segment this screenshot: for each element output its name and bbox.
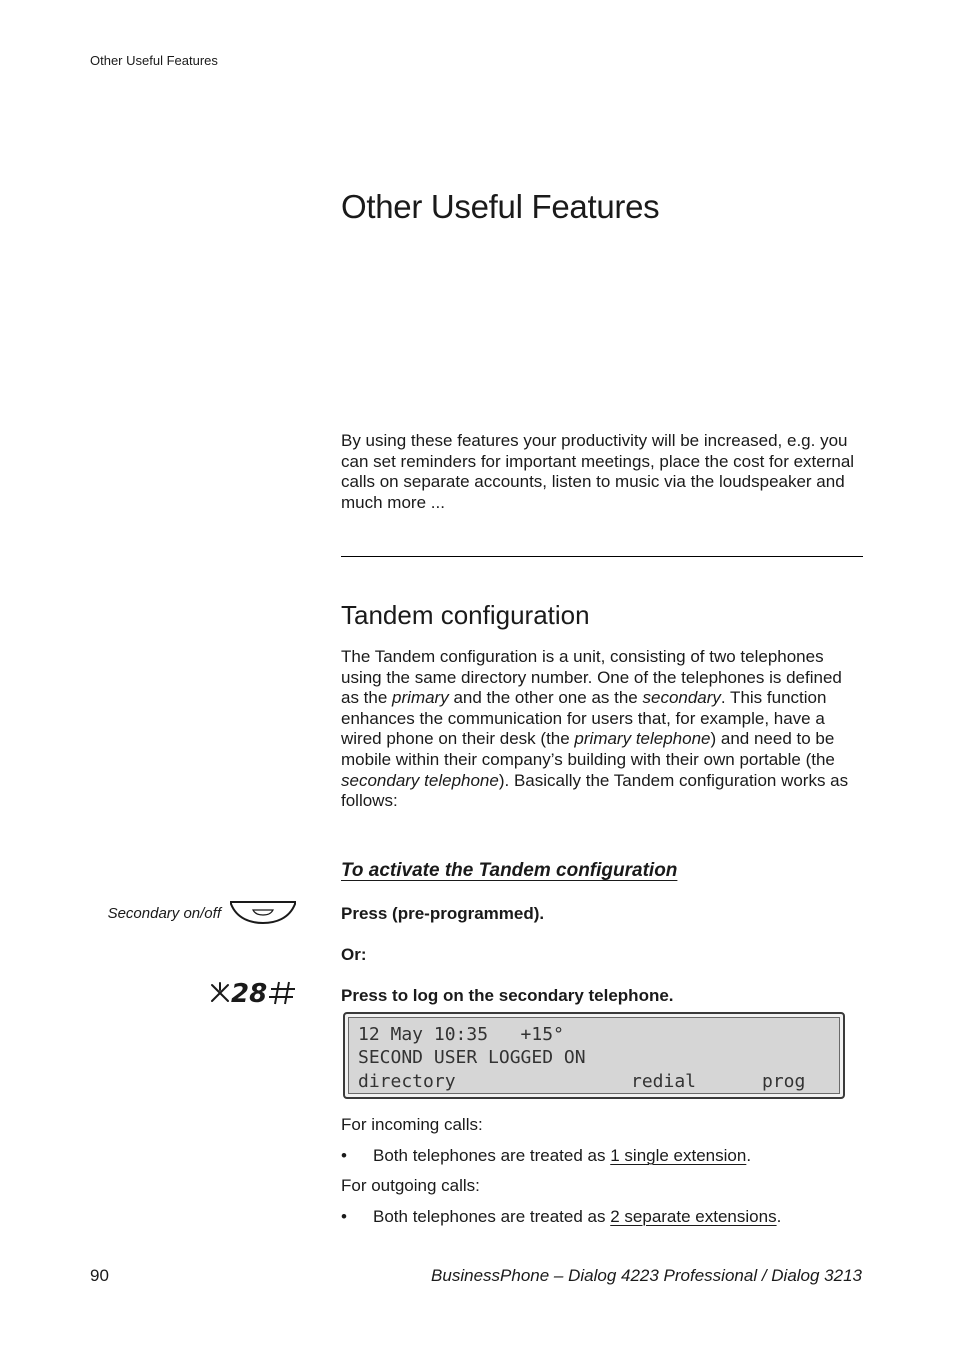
bullet-marker: •: [341, 1207, 347, 1226]
section-divider: [341, 556, 863, 557]
outgoing-calls-label: For outgoing calls:: [341, 1176, 480, 1195]
bullet-marker: •: [341, 1146, 347, 1165]
display-line-2: SECOND USER LOGGED ON: [358, 1047, 586, 1068]
separate-extensions-term: 2 separate extensions: [610, 1207, 777, 1226]
procedure-heading-text: To activate the Tandem configuration: [341, 860, 678, 881]
display-line-1: 12 May 10:35 +15°: [358, 1024, 564, 1045]
body-text-segment: ) and need to be mobile within their company’s building with their own portable (the: [341, 729, 835, 769]
chapter-intro: By using these features your productivity will be increased, e.g. you can set reminders for important meetings, place the cost for external calls on separate accounts, listen to music via the loudspeaker and much more ...: [341, 431, 855, 512]
star-28-hash-code-icon: [209, 978, 299, 1008]
term-primary: primary: [392, 688, 449, 708]
footer-title: BusinessPhone – Dialog 4223 Professional / Dialog 3213: [431, 1266, 862, 1285]
step-log-on: Press to log on the secondary telephone.: [341, 986, 674, 1005]
svg-text:28: 28: [231, 979, 268, 1008]
bullet-suffix: .: [776, 1207, 782, 1226]
bullet-text: [373, 1207, 781, 1227]
section-body: [341, 647, 863, 812]
phone-display: [343, 1012, 845, 1099]
term-secondary: secondary: [642, 688, 721, 708]
body-text-segment: ). Basically the Tandem configuration works as follows:: [341, 770, 849, 811]
programmable-key-icon: [229, 899, 297, 925]
or-label: Or:: [341, 945, 367, 964]
term-secondary-telephone: secondary telephone: [341, 770, 499, 790]
softkey-redial[interactable]: redial: [631, 1071, 697, 1092]
procedure-heading: [341, 860, 677, 882]
body-text-segment: The Tandem configuration is a unit, consisting of two telephones using the same directory number. One of the telephones is defined as the: [341, 647, 842, 708]
bullet-prefix: Both telephones are treated as: [373, 1207, 611, 1226]
incoming-calls-label: For incoming calls:: [341, 1115, 483, 1134]
key-label: Secondary on/off: [107, 905, 221, 922]
bullet-suffix: .: [746, 1146, 752, 1165]
bullet-prefix: Both telephones are treated as: [373, 1146, 611, 1165]
single-extension-term: 1 single extension: [610, 1146, 747, 1165]
softkey-directory[interactable]: directory: [358, 1071, 456, 1092]
body-text-segment: and the other one as the: [448, 688, 643, 708]
section-title: Tandem configuration: [341, 600, 590, 630]
term-primary-telephone: primary telephone: [574, 729, 711, 749]
body-text-segment: . This function enhances the communication for users that, for example, have a wired phone on their desk (the: [341, 688, 827, 749]
step-press-key: Press (pre-programmed).: [341, 904, 545, 923]
chapter-title: Other Useful Features: [341, 188, 660, 225]
bullet-text: [373, 1146, 751, 1166]
running-header: Other Useful Features: [90, 53, 218, 68]
softkey-prog[interactable]: prog: [762, 1071, 806, 1092]
page-number: 90: [90, 1266, 109, 1285]
